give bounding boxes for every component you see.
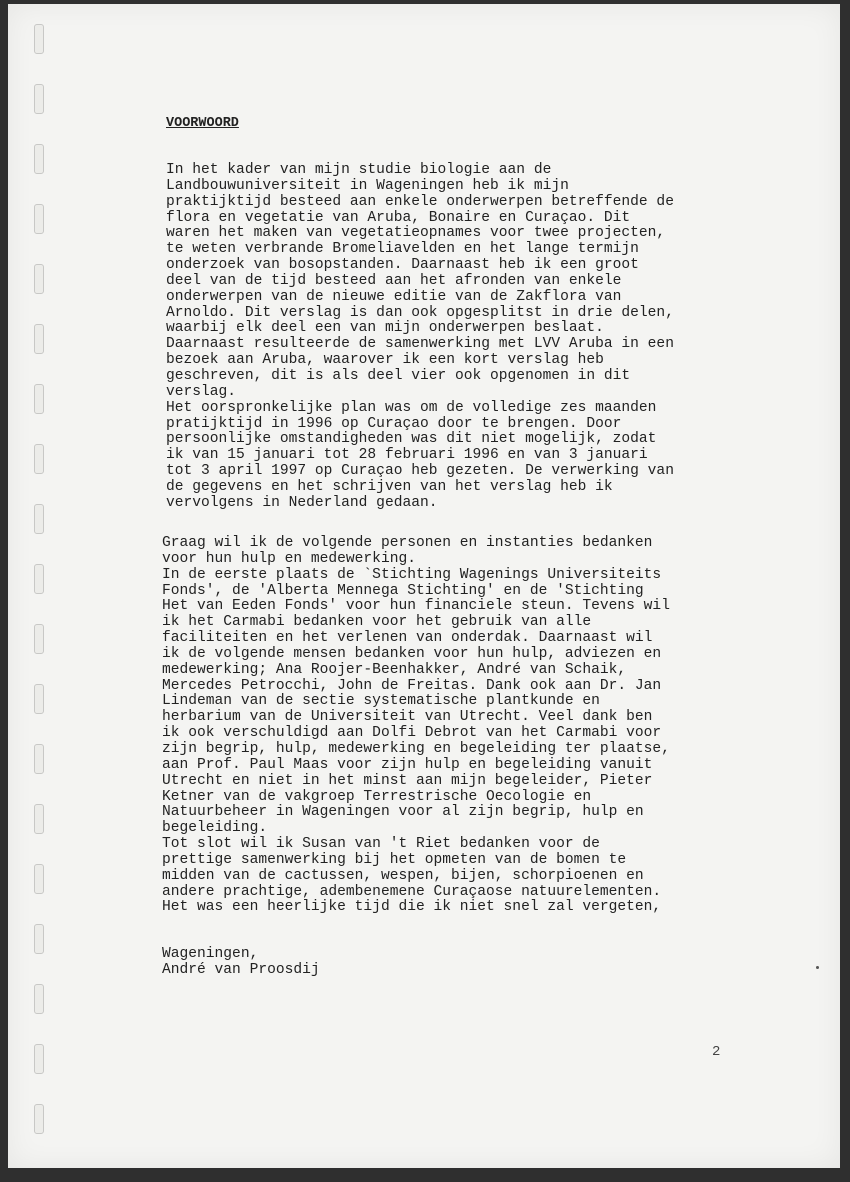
text-line: ik de volgende mensen bedanken voor hun hulp, adviezen en — [162, 645, 662, 662]
binding-hole — [34, 864, 44, 894]
text-line: te weten verbrande Bromeliavelden en het lange termijn — [166, 241, 639, 258]
text-line: pratijktijd in 1996 op Curaçao door te brengen. Door — [166, 415, 622, 432]
binding-hole — [34, 504, 44, 534]
text-line: aan Prof. Paul Maas voor zijn hulp en begeleiding vanuit — [162, 756, 653, 773]
text-line: de gegevens en het schrijven van het verslag heb ik — [166, 478, 613, 495]
text-line: In het kader van mijn studie biologie aan de — [166, 162, 552, 178]
text-line: waren het maken van vegetatieopnames voor twee projecten, — [166, 225, 666, 242]
binding-hole — [34, 264, 44, 294]
text-line: prettige samenwerking bij het opmeten van de bomen te — [162, 851, 627, 868]
binding-hole — [34, 1104, 44, 1134]
text-line: onderwerpen van de nieuwe editie van de Zakflora van — [166, 288, 622, 305]
signature-line: Wageningen, — [162, 946, 259, 962]
page-number: 2 — [712, 1044, 721, 1060]
text-line: Tot slot wil ik Susan van 't Riet bedanken voor de — [162, 836, 600, 853]
text-line: tot 3 april 1997 op Curaçao heb gezeten. De verwerking van — [166, 463, 674, 480]
text-line: verslag. — [166, 383, 237, 400]
text-line: In de eerste plaats de `Stichting Wagenings Universiteits — [162, 566, 662, 583]
binding-hole — [34, 324, 44, 354]
text-line: flora en vegetatie van Aruba, Bonaire en Curaçao. Dit — [166, 209, 631, 226]
text-line: Utrecht en niet in het minst aan mijn begeleider, Pieter — [162, 772, 653, 789]
text-line: ik ook verschuldigd aan Dolfi Debrot van het Carmabi voor — [162, 725, 662, 742]
binding-hole — [34, 1044, 44, 1074]
text-line: Natuurbeheer in Wageningen voor al zijn begrip, hulp en — [162, 804, 644, 821]
binding-hole — [34, 804, 44, 834]
text-line: Het van Eeden Fonds' voor hun financiele steun. Tevens wil — [162, 598, 670, 615]
paragraph-acknowledgements — [162, 536, 670, 916]
binding-hole — [34, 144, 44, 174]
text-line: medewerking; Ana Roojer-Beenhakker, André van Schaik, — [162, 661, 627, 678]
text-line: bezoek aan Aruba, waarover ik een kort verslag heb — [166, 352, 604, 369]
binding-hole — [34, 924, 44, 954]
text-line: zijn begrip, hulp, medewerking en begeleiding ter plaatse, — [162, 740, 670, 757]
paper-speck — [816, 966, 819, 969]
binding-hole — [34, 984, 44, 1014]
text-line: begeleiding. — [162, 820, 268, 837]
text-line: Het was een heerlijke tijd die ik niet snel zal vergeten, — [162, 899, 662, 916]
text-line: Lindeman van de sectie systematische plantkunde en — [162, 693, 600, 710]
binding-hole — [34, 204, 44, 234]
text-line: faciliteiten en het verlenen van onderdak. Daarnaast wil — [162, 630, 653, 647]
text-line: ik het Carmabi bedanken voor het gebruik van alle — [162, 614, 592, 631]
text-line: herbarium van de Universiteit van Utrecht. Veel dank ben — [162, 709, 653, 726]
binding-hole — [34, 444, 44, 474]
text-line: Mercedes Petrocchi, John de Freitas. Dank ook aan Dr. Jan — [162, 677, 662, 694]
text-line: Ketner van de vakgroep Terrestrische Oecologie en — [162, 788, 592, 805]
binding-hole — [34, 744, 44, 774]
text-line: Arnoldo. Dit verslag is dan ook opgesplitst in drie delen, — [166, 304, 674, 321]
text-line: deel van de tijd besteed aan het afronden van enkele — [166, 272, 622, 289]
text-line: Het oorspronkelijke plan was om de volledige zes maanden — [166, 399, 657, 416]
text-line: Graag wil ik de volgende personen en instanties bedanken — [162, 535, 653, 551]
binding-hole — [34, 564, 44, 594]
binding-hole — [34, 624, 44, 654]
text-line: ik van 15 januari tot 28 februari 1996 en van 3 januari — [166, 447, 648, 464]
text-line: midden van de cactussen, wespen, bijen, schorpioenen en — [162, 867, 644, 884]
text-line: onderzoek van bosopstanden. Daarnaast heb ik een groot — [166, 257, 639, 274]
signature-line: André van Proosdij — [162, 961, 320, 978]
text-line: Fonds', de 'Alberta Mennega Stichting' en de 'Stichting — [162, 582, 644, 599]
text-line: persoonlijke omstandigheden was dit niet mogelijk, zodat — [166, 431, 657, 448]
binding-hole — [34, 684, 44, 714]
paragraph-introduction — [166, 163, 674, 512]
text-line: andere prachtige, adembenemene Curaçaose natuurelementen. — [162, 883, 662, 900]
binding-hole — [34, 84, 44, 114]
binding-hole — [34, 384, 44, 414]
text-line: voor hun hulp en medewerking. — [162, 550, 416, 567]
text-line: vervolgens in Nederland gedaan. — [166, 494, 438, 511]
text-line: waarbij elk deel een van mijn onderwerpen beslaat. — [166, 320, 604, 337]
signature-block — [162, 947, 320, 979]
page-heading: VOORWOORD — [166, 116, 239, 131]
text-line: geschreven, dit is als deel vier ook opgenomen in dit — [166, 367, 631, 384]
text-line: praktijktijd besteed aan enkele onderwerpen betreffende de — [166, 193, 674, 210]
binding-holes — [34, 24, 48, 1164]
text-line: Landbouwuniversiteit in Wageningen heb ik mijn — [166, 177, 569, 194]
text-line: Daarnaast resulteerde de samenwerking met LVV Aruba in een — [166, 336, 674, 353]
binding-hole — [34, 24, 44, 54]
